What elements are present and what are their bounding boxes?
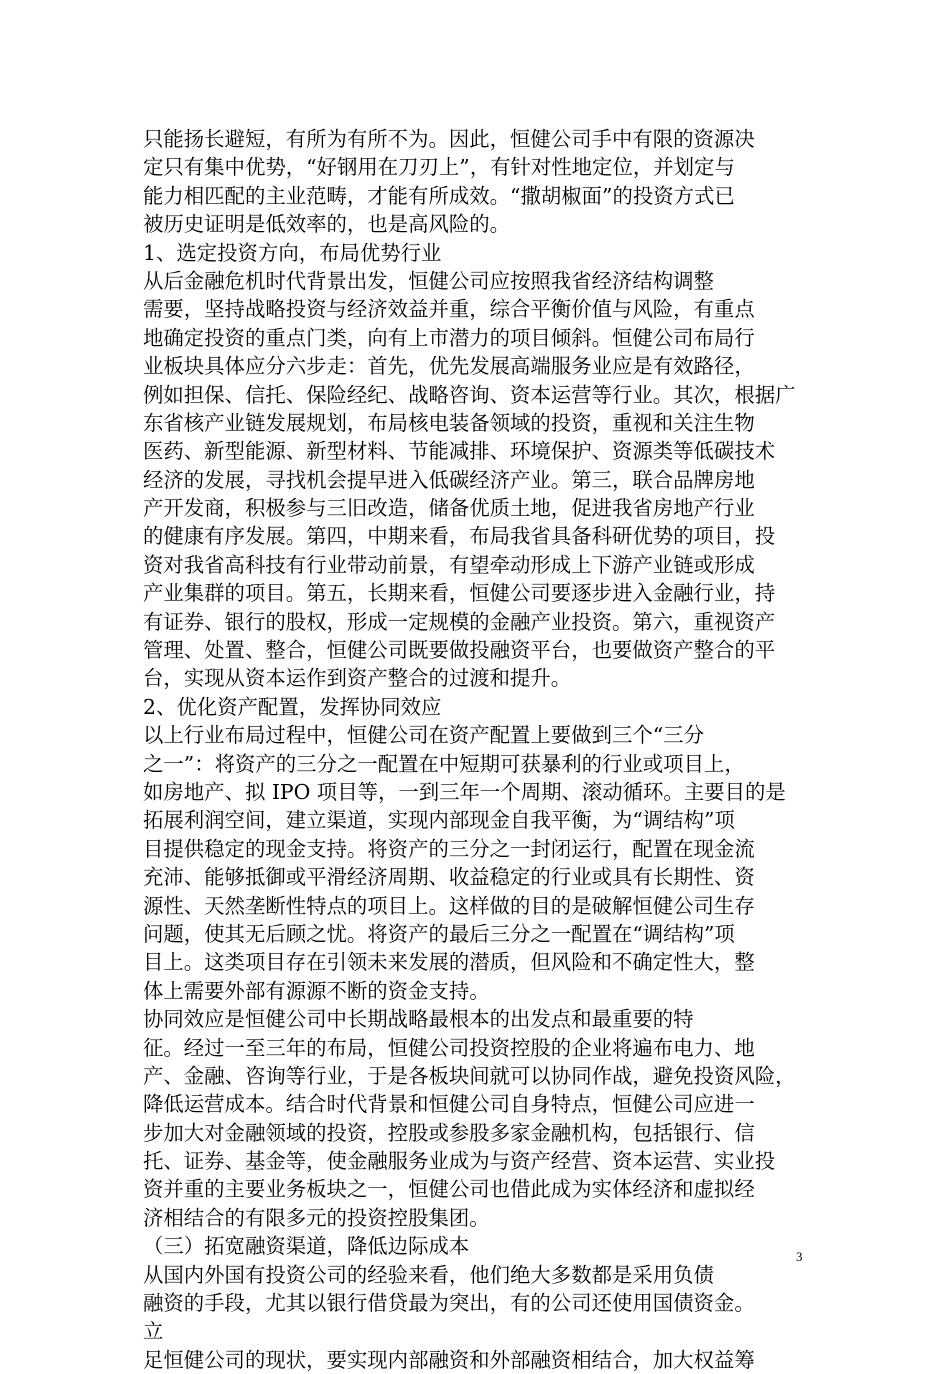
body-line: 从国内外国有投资公司的经验来看，他们绝大多数都是采用负债 bbox=[143, 1262, 714, 1287]
body-line: 拓展利润空间，建立渠道，实现内部现金自我平衡，为“调结构”项 bbox=[143, 808, 735, 833]
body-line: 医药、新型能源、新型材料、节能减排、环境保护、资源类等低碳技术 bbox=[143, 439, 776, 464]
body-line: 目提供稳定的现金支持。将资产的三分之一封闭运行，配置在现金流 bbox=[143, 836, 755, 861]
body-line: 东省核产业链发展规划，布局核电装备领域的投资，重视和关注生物 bbox=[143, 410, 755, 435]
body-line: 目上。这类项目存在引领未来发展的潜质，但风险和不确定性大，整 bbox=[143, 950, 755, 975]
document-body bbox=[143, 125, 843, 1374]
body-line: 台，实现从资本运作到资产整合的过渡和提升。 bbox=[143, 666, 572, 691]
section-heading: 2、优化资产配置，发挥协同效应 bbox=[143, 694, 442, 719]
body-line: 步加大对金融领域的投资，控股或参股多家金融机构，包括银行、信 bbox=[143, 1120, 755, 1145]
body-line: 产开发商，积极参与三旧改造，储备优质土地，促进我省房地产行业 bbox=[143, 496, 755, 521]
body-line: 体上需要外部有源源不断的资金支持。 bbox=[143, 978, 490, 1003]
body-line: 之一”：将资产的三分之一配置在中短期可获暴利的行业或项目上， bbox=[143, 751, 745, 776]
body-line: 协同效应是恒健公司中长期战略最根本的出发点和最重要的特 bbox=[143, 1007, 694, 1032]
body-line: 需要，坚持战略投资与经济效益并重，综合平衡价值与风险，有重点 bbox=[143, 297, 755, 322]
body-line: 源性、天然垄断性特点的项目上。这样做的目的是破解恒健公司生存 bbox=[143, 893, 755, 918]
section-heading: （三）拓宽融资渠道，降低边际成本 bbox=[143, 1234, 470, 1259]
body-line: 以上行业布局过程中，恒健公司在资产配置上要做到三个“三分 bbox=[143, 723, 704, 748]
body-line: 被历史证明是低效率的，也是高风险的。 bbox=[143, 212, 511, 237]
body-line: 资对我省高科技有行业带动前景，有望牵动形成上下游产业链或形成 bbox=[143, 552, 755, 577]
section-heading: 1、选定投资方向，布局优势行业 bbox=[143, 240, 442, 265]
body-line: 从后金融危机时代背景出发，恒健公司应按照我省经济结构调整 bbox=[143, 268, 714, 293]
body-line: 充沛、能够抵御或平滑经济周期、收益稳定的行业或具有长期性、资 bbox=[143, 865, 755, 890]
body-line: 立 bbox=[143, 1319, 164, 1344]
body-line: 征。经过一至三年的布局，恒健公司投资控股的企业将遍布电力、地 bbox=[143, 1035, 755, 1060]
body-line: 降低运营成本。结合时代背景和恒健公司自身特点，恒健公司应进一 bbox=[143, 1092, 755, 1117]
body-line: 经济的发展，寻找机会提早进入低碳经济产业。第三，联合品牌房地 bbox=[143, 467, 755, 492]
body-line: 产、金融、咨询等行业，于是各板块间就可以协同作战，避免投资风险， bbox=[143, 1063, 796, 1088]
body-line: 问题，使其无后顾之忧。将资产的最后三分之一配置在“调结构”项 bbox=[143, 921, 735, 946]
body-line: 资并重的主要业务板块之一，恒健公司也借此成为实体经济和虚拟经 bbox=[143, 1177, 755, 1202]
body-line: 的健康有序发展。第四，中期来看，布局我省具备科研优势的项目，投 bbox=[143, 524, 776, 549]
body-line: 融资的手段，尤其以银行借贷最为突出，有的公司还使用国债资金。 bbox=[143, 1291, 755, 1316]
body-line: 有证券、银行的股权，形成一定规模的金融产业投资。第六，重视资产 bbox=[143, 609, 776, 634]
body-line: 地确定投资的重点门类，向有上市潜力的项目倾斜。恒健公司布局行 bbox=[143, 325, 755, 350]
body-line: 如房地产、拟 IPO 项目等，一到三年一个周期、滚动循环。主要目的是 bbox=[143, 779, 786, 804]
body-line: 例如担保、信托、保险经纪、战略咨询、资本运营等行业。其次，根据广 bbox=[143, 382, 796, 407]
body-line: 只能扬长避短，有所为有所不为。因此，恒健公司手中有限的资源决 bbox=[143, 127, 755, 151]
body-line: 足恒健公司的现状，要实现内部融资和外部融资相结合，加大权益筹 bbox=[143, 1347, 755, 1372]
page-number: 3 bbox=[796, 1249, 803, 1264]
body-line: 定只有集中优势，“好钢用在刀刃上”，有针对性地定位，并划定与 bbox=[143, 155, 735, 180]
body-line: 能力相匹配的主业范畴，才能有所成效。“撒胡椒面”的投资方式已 bbox=[143, 183, 735, 208]
body-line: 管理、处置、整合，恒健公司既要做投融资平台，也要做资产整合的平 bbox=[143, 638, 776, 663]
body-line: 托、证券、基金等，使金融服务业成为与资产经营、资本运营、实业投 bbox=[143, 1149, 776, 1174]
body-line: 济相结合的有限多元的投资控股集团。 bbox=[143, 1205, 490, 1230]
body-line: 产业集群的项目。第五，长期来看，恒健公司要逐步进入金融行业，持 bbox=[143, 581, 776, 606]
body-line: 业板块具体应分六步走：首先，优先发展高端服务业应是有效路径， bbox=[143, 354, 755, 379]
